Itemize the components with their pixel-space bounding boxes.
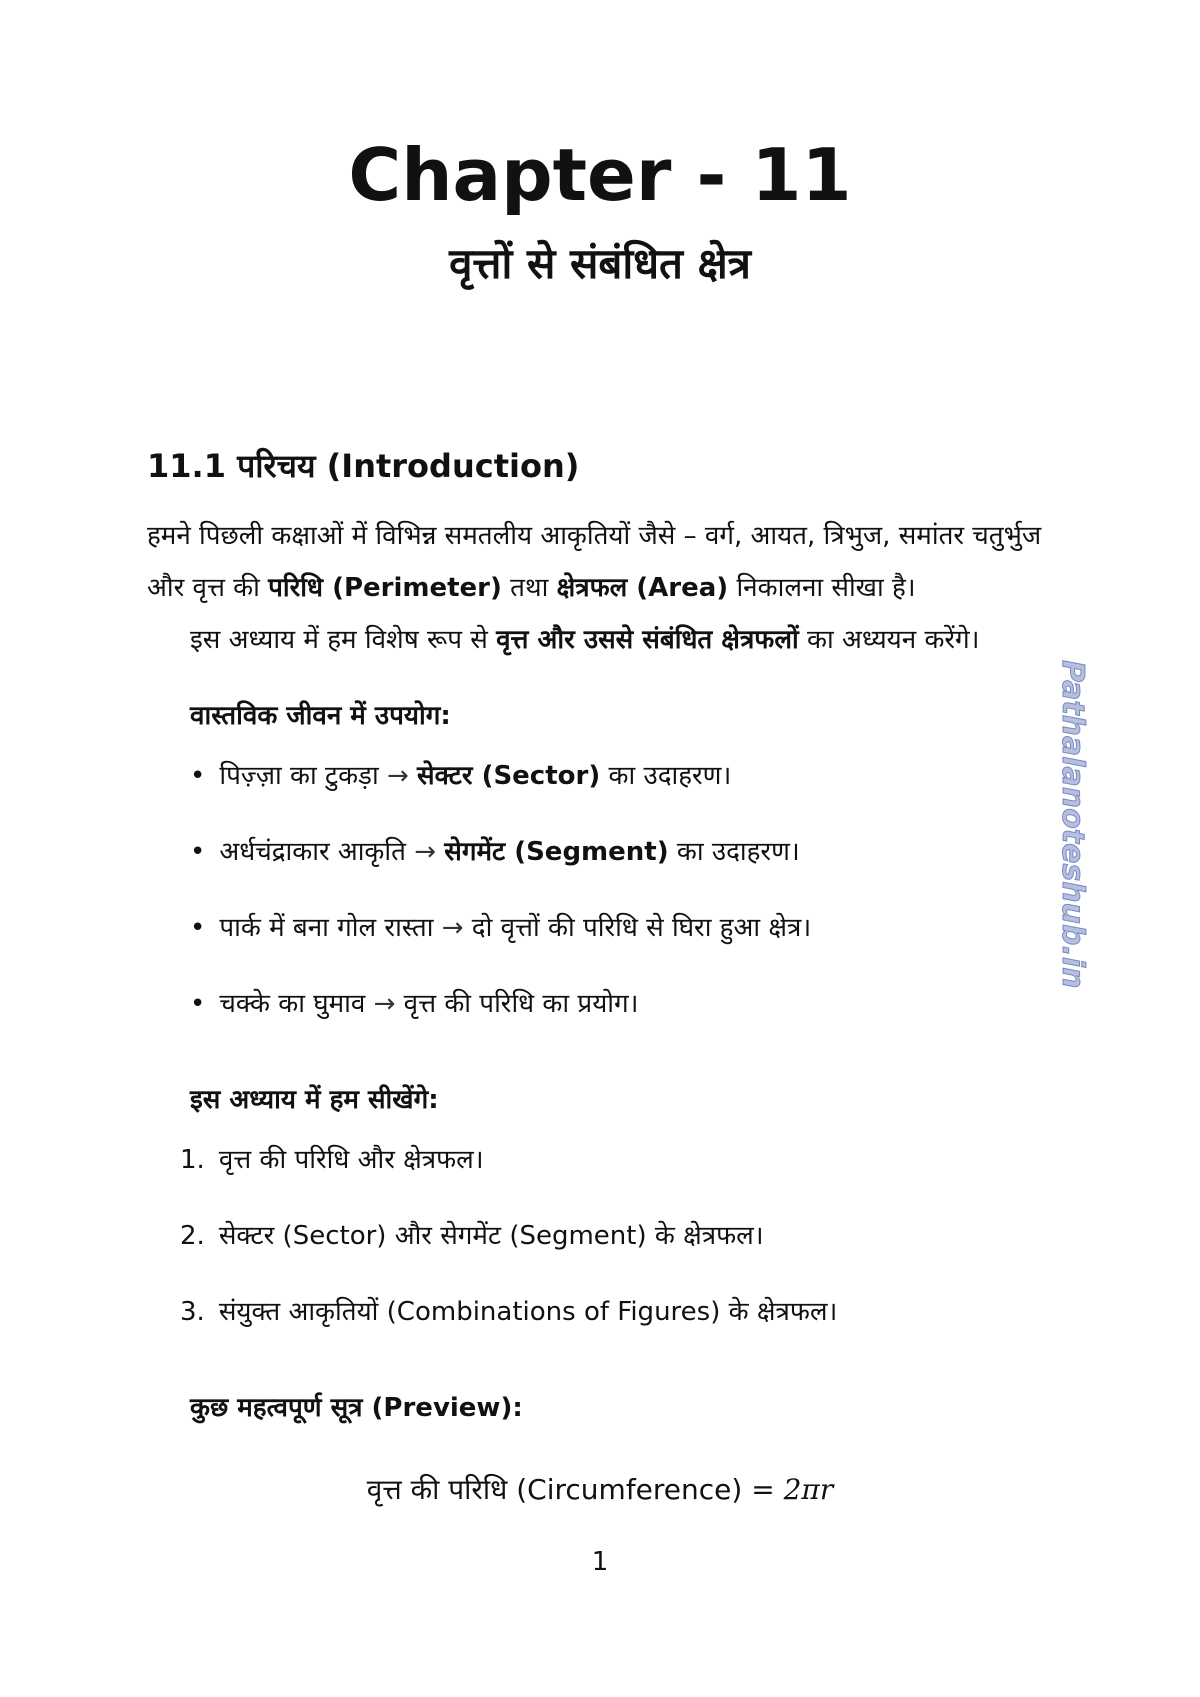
intro-text: का अध्ययन करेंगे। xyxy=(798,625,980,655)
item-number: 1. xyxy=(180,1145,205,1175)
item-text: चक्के का घुमाव xyxy=(219,989,366,1019)
formula-math: = 2πr xyxy=(751,1473,834,1506)
item-text: अर्धचंद्राकार आकृति xyxy=(219,837,406,867)
list-item xyxy=(180,1140,1060,1216)
list-item xyxy=(190,756,1070,832)
arrow-icon: → xyxy=(373,989,396,1019)
intro-paragraph-2 xyxy=(190,614,1080,666)
section-heading: 11.1 परिचय (Introduction) xyxy=(147,447,580,485)
arrow-icon: → xyxy=(414,837,437,867)
item-bold: सेगमेंट (Segment) xyxy=(444,837,669,867)
arrow-icon: → xyxy=(386,761,409,791)
intro-text: निकालना सीखा है। xyxy=(728,573,916,603)
list-item xyxy=(180,1216,1060,1292)
chapter-title: Chapter - 11 xyxy=(348,133,852,217)
item-text: वृत्त की परिधि और क्षेत्रफल। xyxy=(218,1145,484,1175)
item-text: वृत्त की परिधि का प्रयोग। xyxy=(403,989,639,1019)
area-term: क्षेत्रफल (Area) xyxy=(556,573,729,603)
list-item xyxy=(190,908,1070,984)
item-number: 2. xyxy=(180,1221,205,1251)
item-bold: सेक्टर (Sector) xyxy=(417,761,601,791)
intro-text: इस अध्याय में हम विशेष रूप से xyxy=(190,625,497,655)
intro-text: हमने पिछली कक्षाओं में विभिन्न समतलीय आकृतियों जैसे – वर्ग, आयत, त्रिभुज, समांतर चतुर्भुज और वृत्त की xyxy=(147,521,1042,603)
item-text: का उदाहरण। xyxy=(668,837,800,867)
watermark: Pathalanoteshub.in xyxy=(1055,660,1090,989)
formula-text: वृत्त की परिधि (Circumference) xyxy=(366,1473,743,1506)
item-text: पार्क में बना गोल रास्ता xyxy=(219,913,434,943)
perimeter-term: परिधि (Perimeter) xyxy=(268,573,502,603)
list-item xyxy=(190,832,1070,908)
item-text: सेक्टर (Sector) और सेगमेंट (Segment) के क्षेत्रफल। xyxy=(218,1221,764,1251)
item-text: दो वृत्तों की परिधि से घिरा हुआ क्षेत्र। xyxy=(471,913,812,943)
list-item xyxy=(180,1292,1060,1368)
intro-paragraph xyxy=(147,510,1077,614)
circumference-formula xyxy=(0,1468,1200,1512)
item-number: 3. xyxy=(180,1297,205,1327)
item-text: संयुक्त आकृतियों (Combinations of Figures) के क्षेत्रफल। xyxy=(218,1297,838,1327)
preview-heading: कुछ महत्वपूर्ण सूत्र (Preview): xyxy=(190,1393,523,1423)
page-number: 1 xyxy=(591,1547,609,1577)
arrow-icon: → xyxy=(441,913,464,943)
intro-bold: वृत्त और उससे संबंधित क्षेत्रफलों xyxy=(496,625,799,655)
intro-text: तथा xyxy=(501,573,557,603)
item-text: का उदाहरण। xyxy=(600,761,732,791)
real-life-heading: वास्तविक जीवन में उपयोग: xyxy=(190,701,451,731)
chapter-subtitle: वृत्तों से संबंधित क्षेत्र xyxy=(449,239,751,288)
learn-list xyxy=(180,1140,1060,1368)
learn-heading: इस अध्याय में हम सीखेंगे: xyxy=(190,1085,439,1115)
real-life-list xyxy=(190,756,1070,1060)
item-text: पिज़्ज़ा का टुकड़ा xyxy=(219,761,379,791)
list-item xyxy=(190,984,1070,1060)
